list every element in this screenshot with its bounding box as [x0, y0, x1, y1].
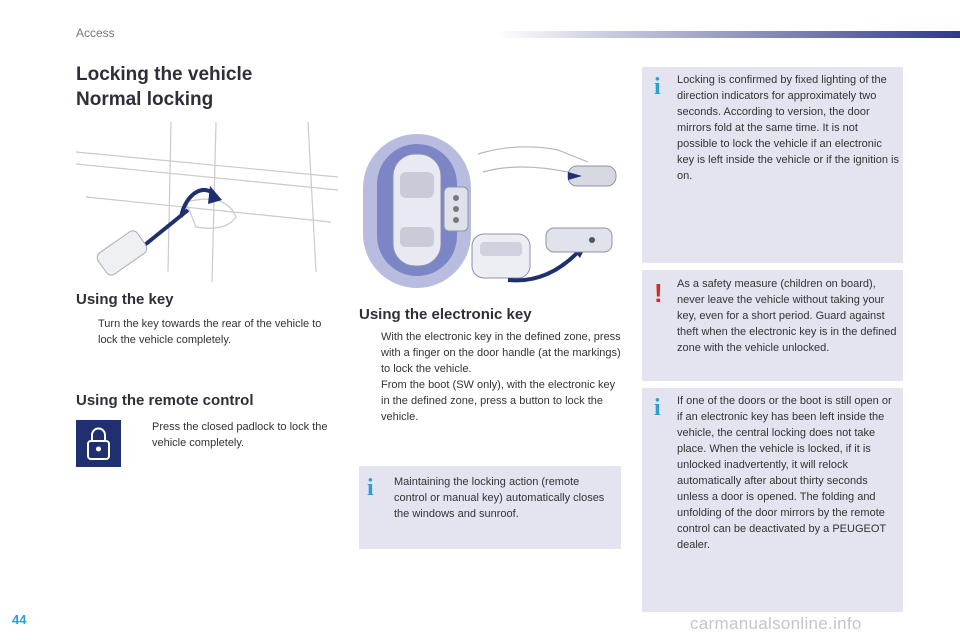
electronic-key-bullet-2: From the boot (SW only), with the electronic key in the defined zone, press a button to lock the vehicle.: [381, 379, 616, 423]
electronic-key-bullet-1: With the electronic key in the defined zone, press with a finger on the door handle (at the markings) to lock the vehicle.: [381, 331, 621, 375]
warning-box-safety: [642, 270, 903, 381]
padlock-button-icon: [76, 420, 121, 467]
door-handle-illustration: [478, 132, 620, 202]
info-box-locking-confirmed: [642, 67, 903, 263]
page-title: Locking the vehicle: [76, 64, 253, 85]
boot-illustration: [468, 222, 620, 288]
using-electronic-key-heading: Using the electronic key: [359, 306, 532, 323]
header-gradient-bar: [497, 31, 960, 38]
using-remote-heading: Using the remote control: [76, 392, 254, 409]
using-key-heading: Using the key: [76, 291, 174, 308]
key-lock-illustration: [76, 122, 338, 287]
page-subtitle: Normal locking: [76, 89, 214, 110]
car-key-icon: [95, 229, 149, 278]
section-label: Access: [76, 26, 115, 40]
info-box-doors-open: [642, 388, 903, 612]
page-number: 44: [12, 612, 27, 627]
watermark: carmanualsonline.info: [690, 614, 862, 633]
info-icon: i: [654, 74, 661, 100]
info-text: If one of the doors or the boot is still open or if an electronic key has been left inside the vehicle, the central locking does not take place. When the vehicle is locked, if it is unlocked inadvertently, it will relock automatically after about thirty seconds unless a door is opened. The folding and unfolding of the door mirrors by the remote control can be deactivated by a PEUGEOT dealer.: [677, 395, 892, 551]
warning-text: As a safety measure (children on board), never leave the vehicle without taking your key, even for a short period. Guard against theft when the electronic key is in the defined zone with the vehicle unlocked.: [677, 278, 897, 354]
using-key-bullet: Turn the key towards the rear of the vehicle to lock the vehicle completely.: [98, 318, 322, 346]
info-text: Maintaining the locking action (remote control or manual key) automatically closes the windows and sunroof.: [394, 476, 605, 520]
info-icon: i: [654, 395, 661, 421]
using-remote-bullet: Press the closed padlock to lock the vehicle completely.: [152, 421, 328, 449]
info-icon: i: [367, 475, 374, 501]
warning-icon: !: [654, 278, 663, 308]
detection-zone-illustration: [361, 132, 473, 290]
info-box-windows: [359, 466, 621, 549]
info-text: Locking is confirmed by fixed lighting of the direction indicators for approximately two seconds. According to version, the door mirrors fold at the same time. It is not possible to lock the vehicle if an electronic key is left inside the vehicle or if the ignition is on.: [677, 74, 899, 182]
